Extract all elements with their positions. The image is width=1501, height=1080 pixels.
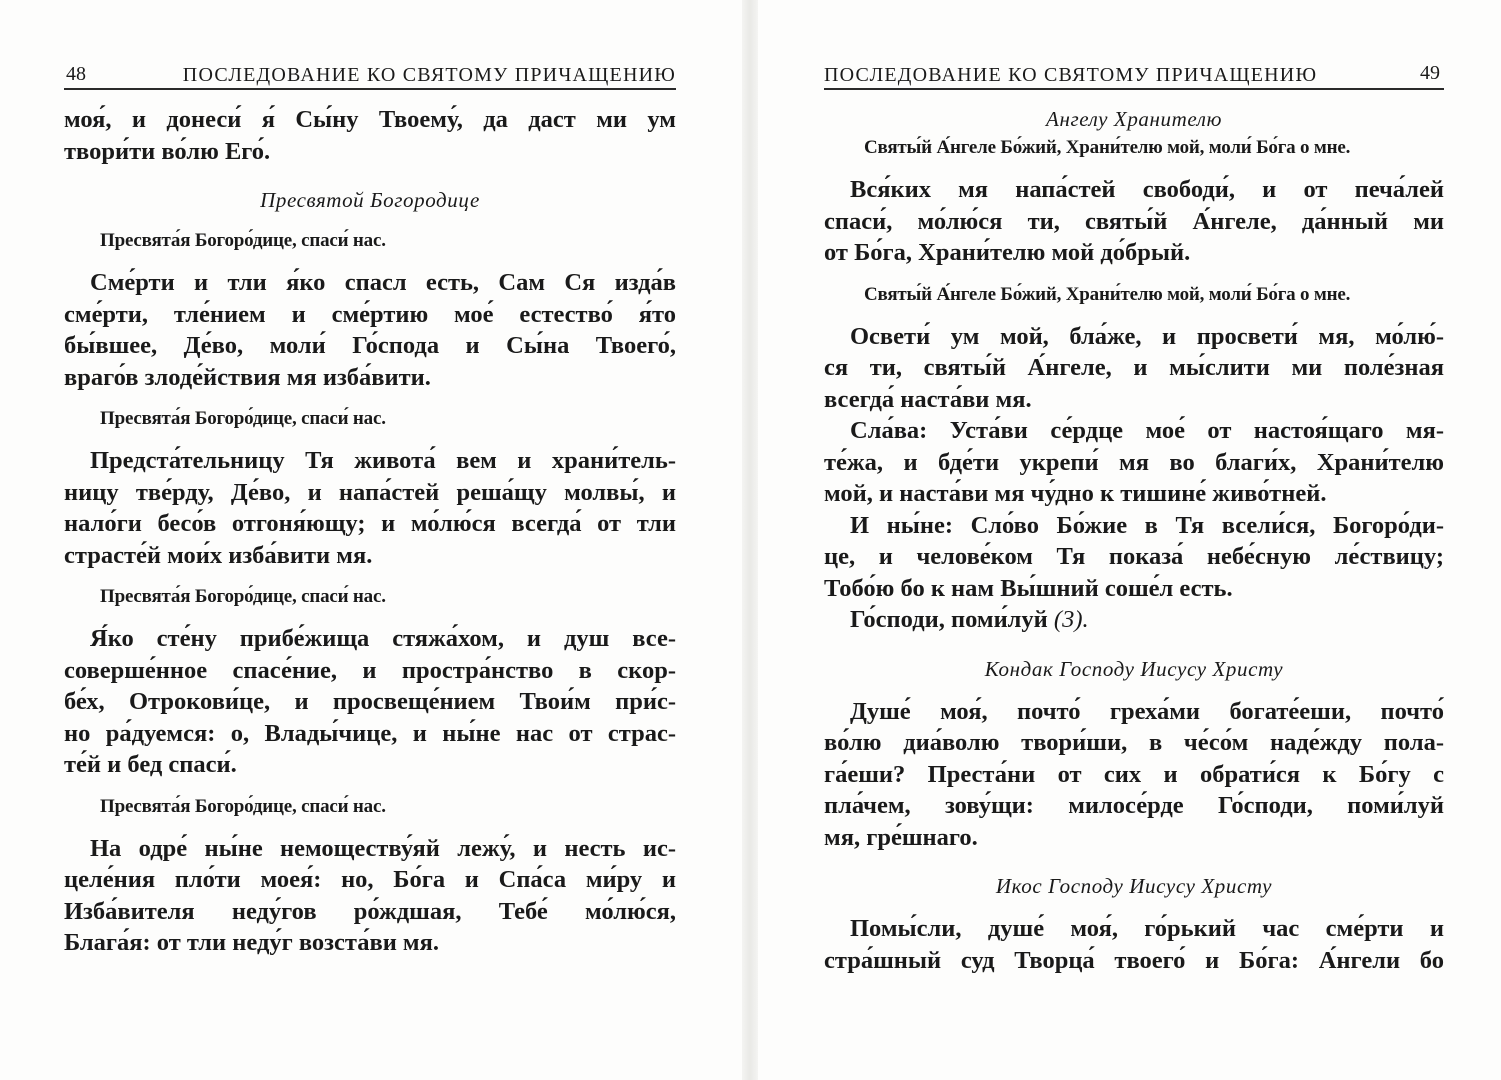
refrain: Пресвята́я Богоро́дице, спаси́ нас. — [100, 408, 386, 429]
text-line: Изба́вителя неду́гов ро́ждшая, Тебе́ мо́лю́ся, — [64, 897, 676, 925]
right-page-content — [824, 104, 1444, 976]
text-line: твори́ти во́лю Его́. — [64, 137, 271, 165]
text-line: мой, и наста́ви мя чу́дно к тишине́ живо́тней. — [824, 480, 1327, 507]
text-line: страсте́й мои́х изба́вити мя. — [64, 541, 373, 569]
refrain: Пресвята́я Богоро́дице, спаси́ нас. — [100, 586, 386, 607]
text-line: Я́ко сте́ну прибе́жища стяжа́хом, и душ все- — [90, 625, 676, 652]
text-line: Освети́ ум мой, бла́же, и просвети́ мя, мо́лю́- — [850, 322, 1444, 350]
section-heading: Кондак Господу Иисусу Христу — [984, 656, 1284, 681]
text-line: Помы́сли, душе́ моя́, го́рький час сме́рти и — [850, 915, 1444, 942]
right-page-header — [824, 52, 1444, 90]
section-heading: Ангелу Хранителю — [1046, 107, 1222, 131]
refrain: Пресвята́я Богоро́дице, спаси́ нас. — [100, 230, 386, 251]
text-line: Сме́рти и тли я́ко спасл есть, Сам Ся изда́в — [90, 269, 676, 296]
running-title: ПОСЛЕДОВАНИЕ КО СВЯТОМУ ПРИЧАЩЕНИЮ — [824, 64, 1318, 86]
left-page-content — [64, 104, 676, 959]
lord-have-mercy: Го́споди, поми́луй — [850, 606, 1048, 633]
text-line: Блага́я: от тли неду́г возста́ви мя. — [64, 929, 440, 956]
text-line: Тобо́ю бо к нам Вы́шний соше́л есть. — [824, 574, 1233, 602]
text-line: те́й и бед спаси́. — [64, 751, 237, 778]
text-line: во́лю диа́волю твори́ши, в че́со́м наде́жду пола- — [824, 729, 1444, 756]
text-line: Вся́ких мя напа́стей свободи́, и от печа́лей — [850, 176, 1444, 203]
section-heading: Пресвятой Богородице — [260, 188, 480, 212]
section-heading: Икос Господу Иисусу Христу — [995, 874, 1273, 898]
text-line: целе́ния пло́ти моея́: но, Бо́га и Спа́са ми́ру и — [64, 866, 676, 893]
page-number: 48 — [66, 63, 86, 85]
page-number: 49 — [1420, 62, 1440, 84]
text-line: Предста́тельницу Тя живота́ вем и храни́тель- — [90, 447, 676, 474]
text-line: И ны́не: Сло́во Бо́жие в Тя всели́ся, Богоро́ди- — [850, 511, 1444, 539]
text-line: пла́чем, зову́щи: милосе́рде Го́споди, поми́луй — [824, 792, 1444, 819]
text-line: те́жа, и бде́ти укрепи́ мя во благи́х, Храни́телю — [824, 448, 1444, 476]
text-line: от Бо́га, Храни́телю мой до́брый. — [824, 239, 1191, 266]
text-line: На одре́ ны́не немоществу́яй лежу́, и несть ис- — [90, 834, 676, 862]
text-line: стра́шный суд Творца́ твоего́ и Бо́га: А́нгели бо — [824, 946, 1444, 974]
text-line: га́еши? Преста́ни от сих и обрати́ся к Бо́гу с — [824, 760, 1444, 788]
text-line: моя́, и донеси́ я́ Сы́ну Твоему́, да даст ми ум — [64, 106, 676, 133]
text-line: всегда́ наста́ви мя. — [824, 385, 1032, 413]
book-gutter — [742, 0, 758, 1080]
left-page-header — [64, 52, 676, 90]
text-line: соверше́нное спасе́ние, и простра́нство в скор- — [64, 656, 676, 684]
text-line: ницу тве́рду, Де́во, и напа́стей реша́щу молвы́, и — [64, 478, 676, 506]
refrain: Пресвята́я Богоро́дице, спаси́ нас. — [100, 795, 386, 817]
right-page — [824, 52, 1444, 976]
text-line: но ра́дуемся: о, Влады́чице, и ны́не нас от страс- — [64, 719, 676, 747]
repeat-count: (3). — [1053, 606, 1089, 633]
text-line: це, и челове́ком Тя показа́ небе́сную ле́ствицу; — [824, 543, 1444, 570]
text-line: бе́х, Отрокови́це, и просвеще́нием Твои́м при́с- — [64, 688, 676, 715]
left-page — [64, 52, 676, 959]
text-line: сме́рти, тле́нием и сме́ртию мое́ естество́ я́то — [64, 300, 676, 328]
text-line: враго́в злоде́йствия мя изба́вити. — [64, 363, 431, 391]
text-line: мя, гре́шнаго. — [824, 823, 978, 851]
text-line — [824, 604, 1444, 636]
text-line: нало́ги бесо́в отгоня́ющу; и мо́лю́ся всегда́ от тли — [64, 510, 676, 537]
text-line: Душе́ моя́, почто́ греха́ми богате́еши, почто́ — [850, 697, 1444, 725]
text-line: бы́вшее, Де́во, моли́ Го́спода и Сы́на Твоего́, — [64, 332, 676, 359]
refrain: Святы́й А́нгеле Бо́жий, Храни́телю мой, моли́ Бо́га о мне. — [864, 137, 1351, 158]
text-line: ся ти, святы́й А́нгеле, и мы́слити ми поле́зная — [824, 354, 1444, 381]
refrain: Святы́й А́нгеле Бо́жий, Храни́телю мой, моли́ Бо́га о мне. — [864, 283, 1351, 305]
running-title: ПОСЛЕДОВАНИЕ КО СВЯТОМУ ПРИЧАЩЕНИЮ — [182, 64, 676, 86]
text-line: спаси́, мо́лю́ся ти, святы́й А́нгеле, да́нный ми — [824, 207, 1444, 235]
text-line: Сла́ва: Уста́ви се́рдце мое́ от настоя́щаго мя- — [850, 417, 1444, 444]
